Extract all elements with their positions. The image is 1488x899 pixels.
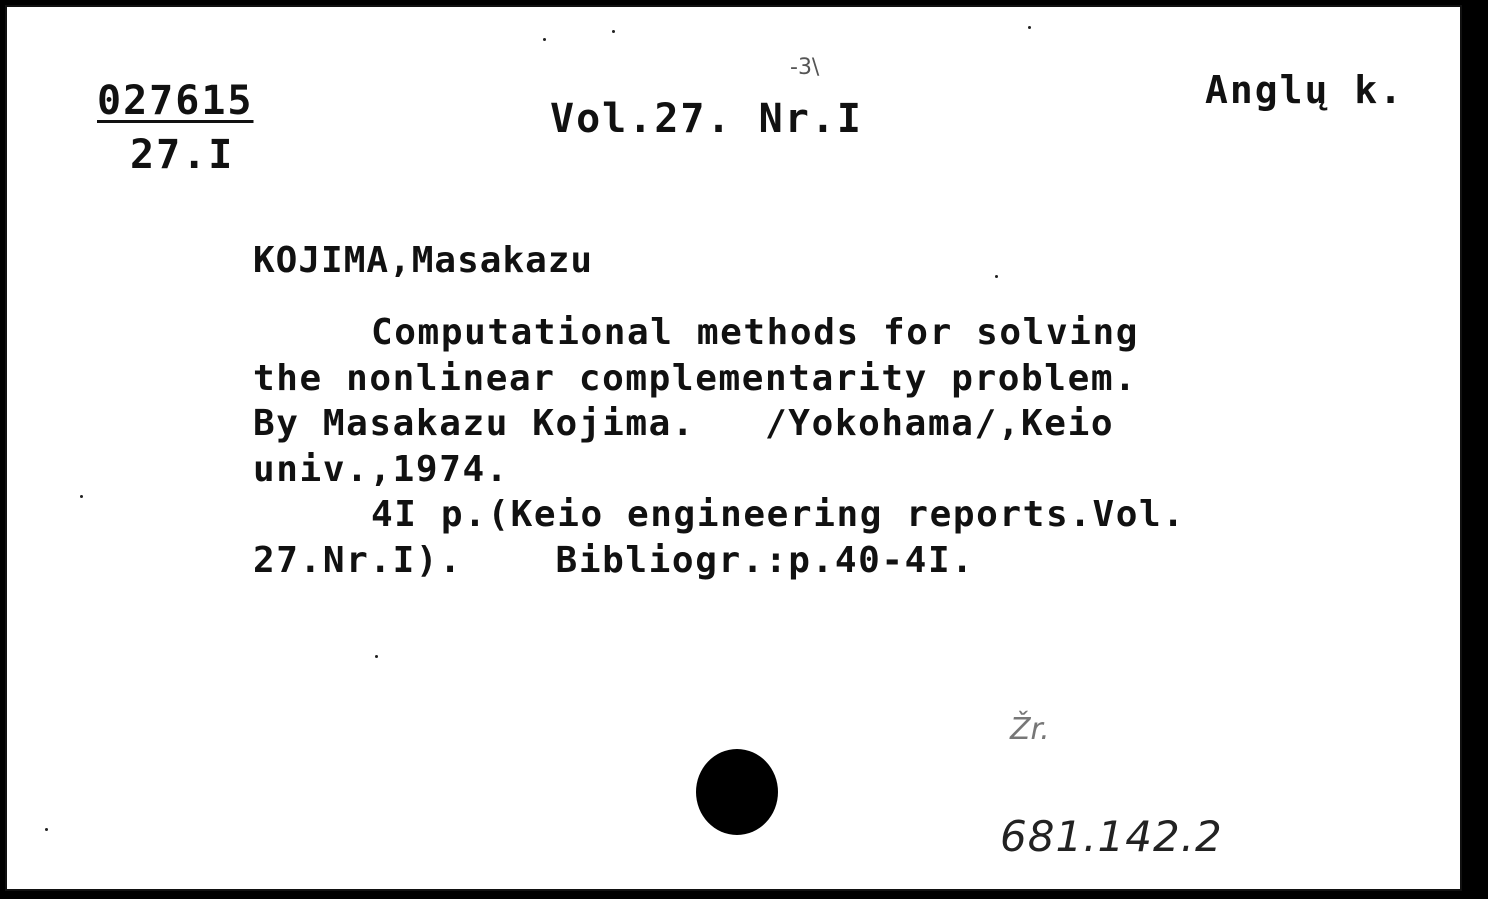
dust-speck bbox=[1028, 26, 1031, 29]
description-line: Computational methods for solving bbox=[371, 312, 1140, 353]
language-label: Anglų k. bbox=[1205, 68, 1405, 112]
dust-speck bbox=[543, 38, 546, 41]
description-line: the nonlinear complementarity problem. bbox=[253, 357, 1138, 399]
description-line: univ.,1974. bbox=[253, 448, 510, 490]
volume-number: Vol.27. Nr.I bbox=[550, 96, 863, 142]
description-line: 4I p.(Keio engineering reports.Vol. bbox=[371, 494, 1186, 535]
scan-border-bottom bbox=[0, 891, 1488, 899]
dust-speck bbox=[612, 30, 615, 33]
dust-speck bbox=[45, 828, 48, 831]
call-number-bottom: 27.I bbox=[130, 132, 235, 178]
description-line: 27.Nr.I). Bibliogr.:p.40-4I. bbox=[253, 539, 975, 581]
dust-speck bbox=[375, 655, 378, 658]
dust-speck bbox=[80, 495, 83, 498]
bibliographic-description bbox=[253, 310, 1443, 583]
description-line: By Masakazu Kojima. /Yokohama/,Keio bbox=[253, 403, 1115, 444]
handwritten-mark: Žr. bbox=[1010, 712, 1050, 747]
scan-border-right bbox=[1462, 0, 1488, 899]
handwritten-classification: 681.142.2 bbox=[1000, 812, 1223, 861]
dust-speck bbox=[995, 275, 998, 278]
call-number-top: 027615 bbox=[97, 78, 254, 124]
punch-hole bbox=[696, 749, 778, 835]
top-smudge: -3\ bbox=[790, 55, 820, 80]
author-heading: KOJIMA,Masakazu bbox=[253, 240, 594, 281]
